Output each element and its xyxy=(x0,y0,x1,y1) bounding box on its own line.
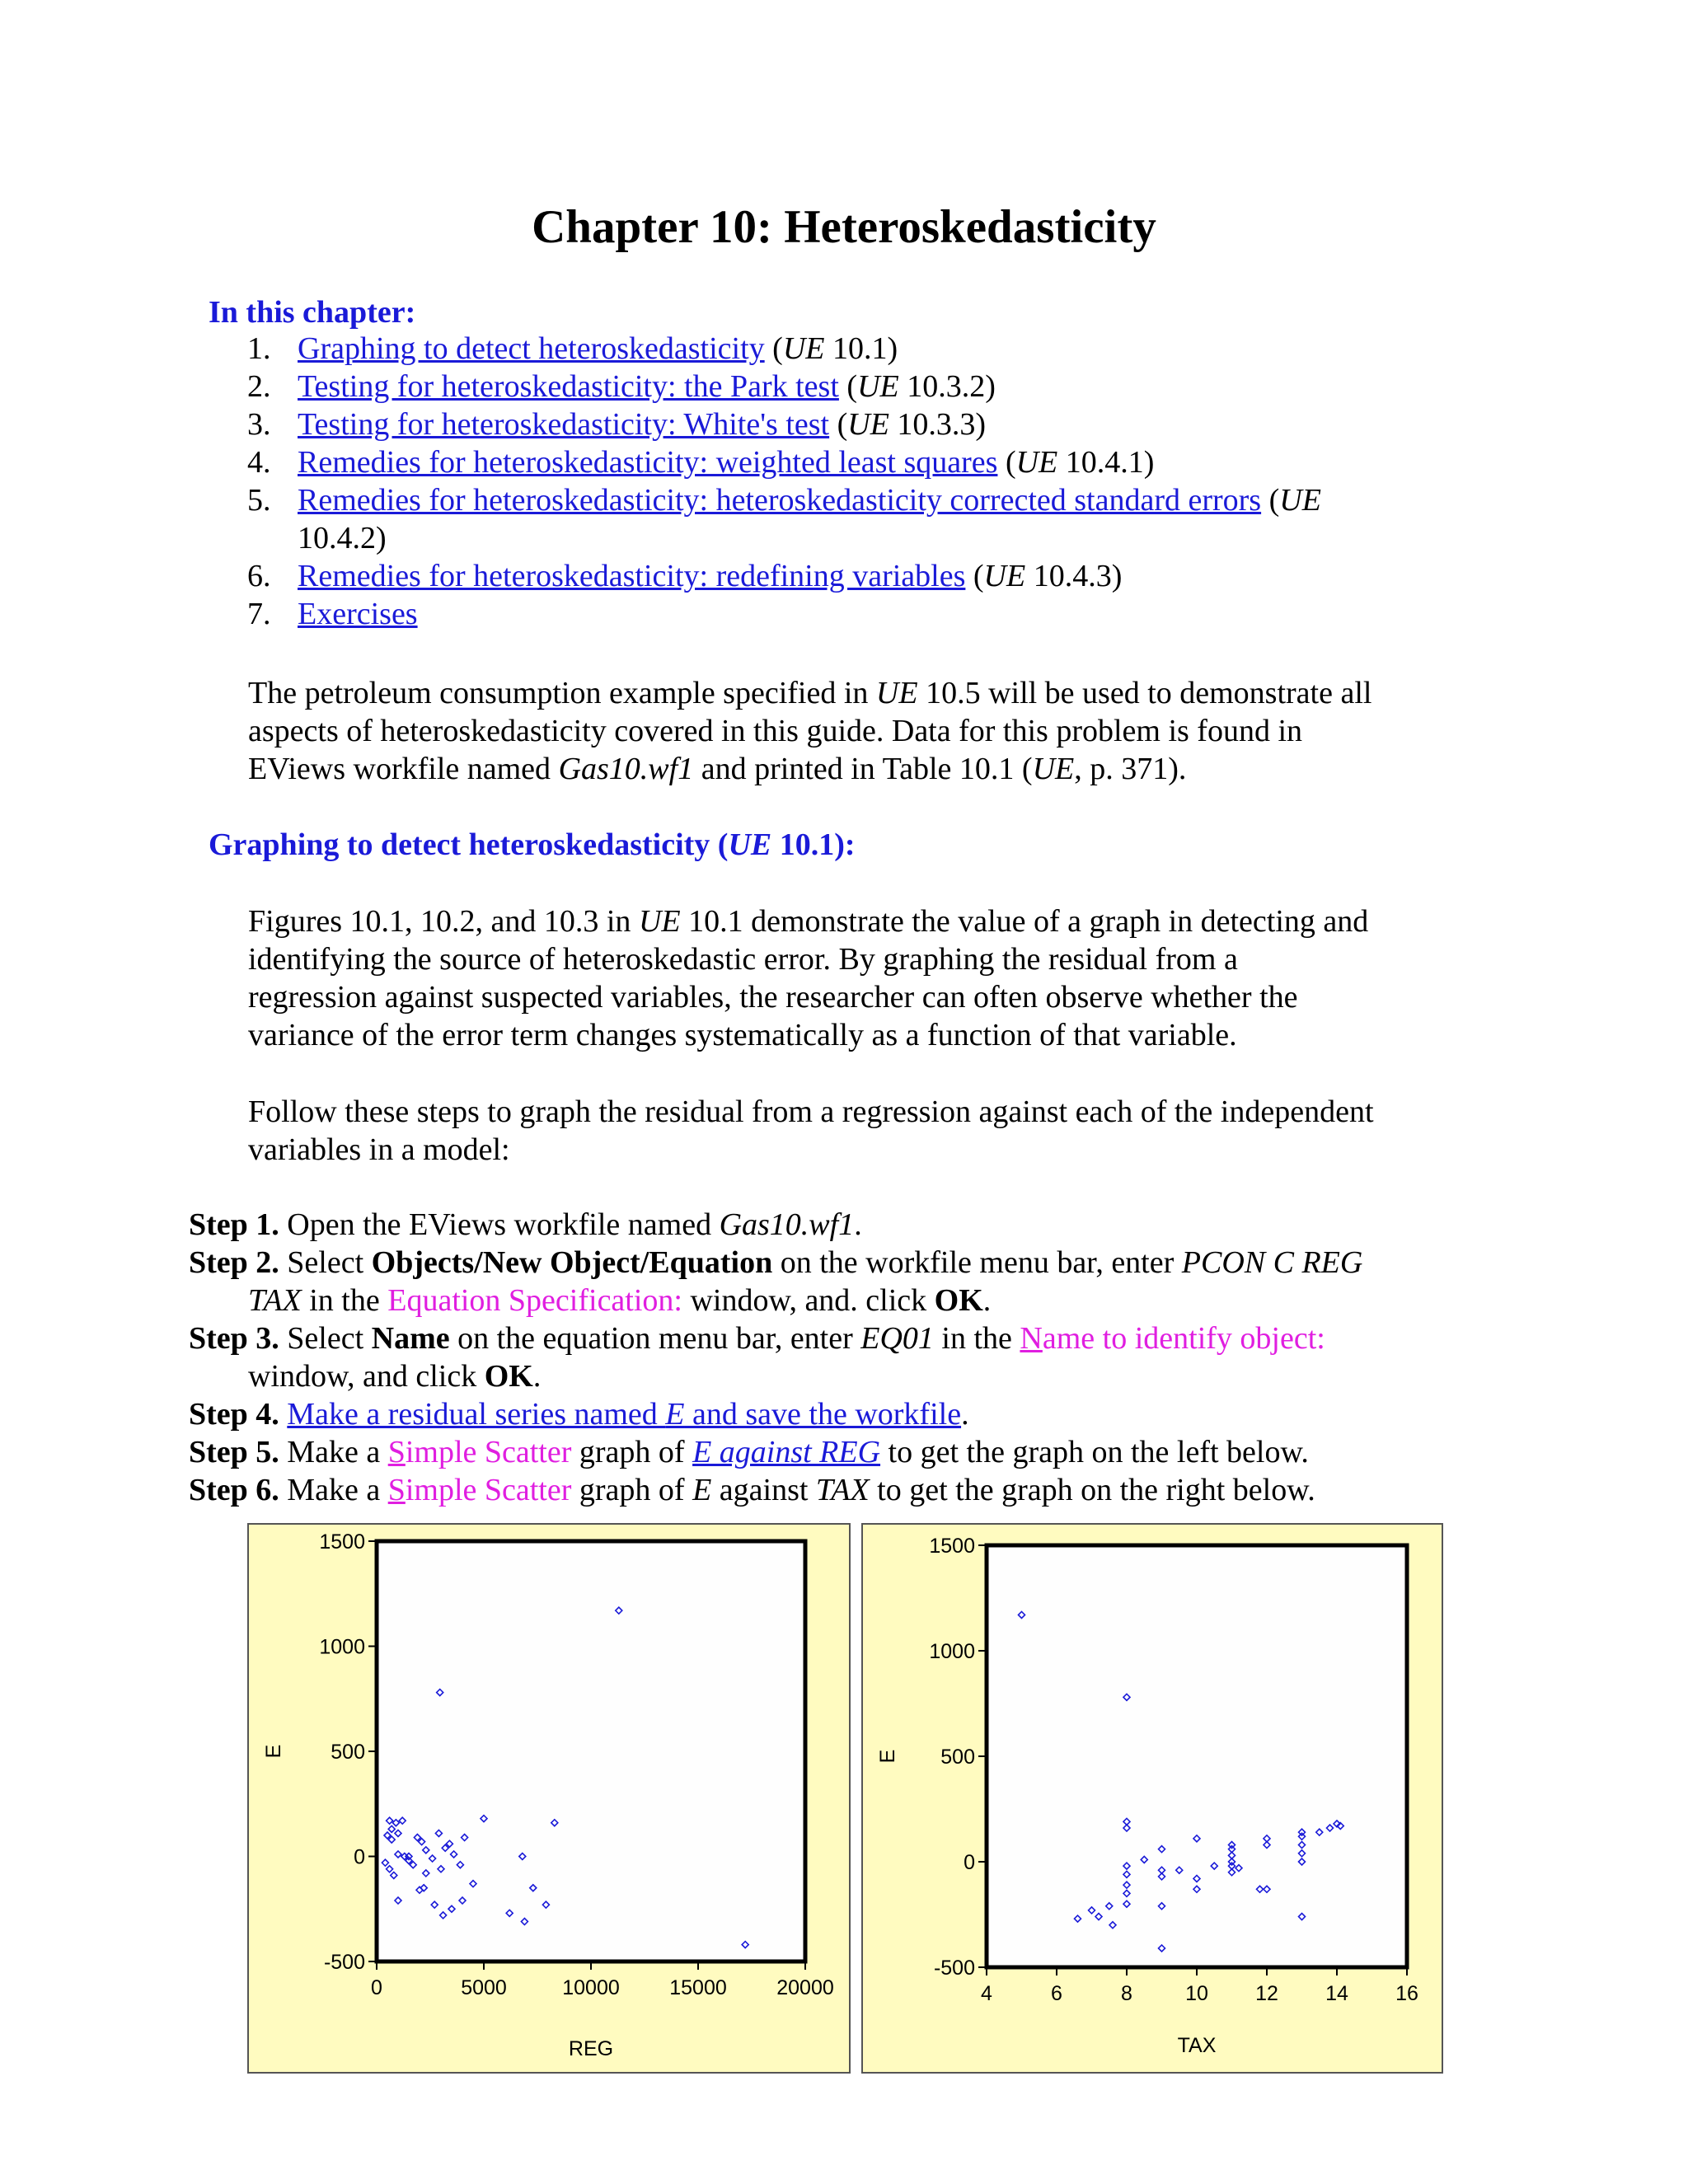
text: 10.5 will be used to demonstrate all xyxy=(917,676,1372,710)
text: . xyxy=(854,1207,862,1242)
text: on the equation menu bar, enter xyxy=(449,1321,861,1356)
equation-spec: TAX xyxy=(248,1283,302,1318)
x-tick-label: 10 xyxy=(1185,1982,1208,2005)
text: to get the graph on the left below. xyxy=(880,1435,1309,1469)
y-tick-label: 0 xyxy=(354,1845,365,1869)
ok-label: OK xyxy=(934,1283,983,1318)
text: E xyxy=(665,1397,685,1432)
toc-text xyxy=(298,368,996,405)
text: window, and click xyxy=(248,1359,485,1394)
step-3 xyxy=(189,1319,1325,1357)
toc-number: 7. xyxy=(247,597,271,631)
text: 10.1 demonstrate the value of a graph in detecting and xyxy=(680,904,1369,939)
step-label: Step 6. xyxy=(189,1473,279,1507)
toc-ref: UE xyxy=(847,407,889,442)
toc-ref: ( xyxy=(997,445,1016,480)
x-tick-label: 8 xyxy=(1121,1982,1132,2005)
ok-label: OK xyxy=(484,1359,533,1394)
scatter-panel-reg xyxy=(247,1523,851,2074)
text: and save the workfile xyxy=(684,1397,962,1432)
text: Select xyxy=(279,1321,372,1356)
step-label: Step 4. xyxy=(189,1397,279,1432)
text: Make a xyxy=(279,1473,388,1507)
menu-accelerator: S xyxy=(387,1435,406,1469)
y-tick-label: 500 xyxy=(940,1746,975,1769)
toc-text xyxy=(298,443,1154,481)
file-name: Gas10.wf1 xyxy=(558,752,694,786)
toc-link[interactable]: Remedies for heteroskedasticity: heteroskedasticity corrected standard errors xyxy=(298,483,1262,518)
step-4 xyxy=(189,1395,969,1433)
text: Follow these steps to graph the residual from a regression against each of the independent xyxy=(248,1094,1374,1129)
object-name: EQ01 xyxy=(860,1321,934,1356)
toc-ref: ( xyxy=(965,559,984,593)
text: on the workfile menu bar, enter xyxy=(772,1245,1182,1280)
x-tick-label: 12 xyxy=(1255,1982,1278,2005)
y-tick-label: -500 xyxy=(323,1951,365,1974)
toc-link[interactable]: Remedies for heteroskedasticity: weighted least squares xyxy=(298,445,998,480)
text: in the xyxy=(301,1283,388,1318)
section-paragraph-1 xyxy=(248,902,1368,1054)
toc-ref: ( xyxy=(838,369,858,404)
menu-option: imple Scatter xyxy=(405,1473,572,1507)
x-tick-label: 14 xyxy=(1325,1982,1348,2005)
text: graph of xyxy=(571,1473,693,1507)
text: TAX xyxy=(815,1473,870,1507)
text: and printed in Table 10.1 ( xyxy=(693,752,1033,786)
e-against-reg-link[interactable]: E against REG xyxy=(692,1435,881,1469)
dialog-name: Equation Specification: xyxy=(387,1283,682,1318)
text: variance of the error term changes systematically as a function of that variable. xyxy=(248,1018,1237,1052)
y-tick-label: 0 xyxy=(964,1851,975,1874)
step-label: Step 3. xyxy=(189,1321,279,1356)
y-tick-label: -500 xyxy=(933,1957,975,1980)
toc-ref: UE xyxy=(1015,445,1058,480)
scatter-panel-tax xyxy=(861,1523,1443,2074)
toc-text xyxy=(298,557,1122,595)
step-5 xyxy=(189,1433,1309,1471)
toc-link[interactable]: Testing for heteroskedasticity: the Park test xyxy=(298,369,839,404)
step-label: Step 1. xyxy=(189,1207,279,1242)
text: to get the graph on the right below. xyxy=(869,1473,1315,1507)
text: Figures 10.1, 10.2, and 10.3 in xyxy=(248,904,639,939)
section-heading xyxy=(209,827,856,863)
text: Make a xyxy=(279,1435,388,1469)
toc-ref: UE xyxy=(1279,483,1321,518)
page-title: Chapter 10: Heteroskedasticity xyxy=(532,201,1156,253)
toc-text xyxy=(298,405,986,443)
text: UE xyxy=(728,827,772,862)
text: The petroleum consumption example specified in xyxy=(248,676,876,710)
text: . xyxy=(982,1283,992,1318)
toc-ref: UE xyxy=(782,331,825,366)
toc-link[interactable]: Graphing to detect heteroskedasticity xyxy=(298,331,765,366)
toc-ref: UE xyxy=(857,369,899,404)
menu-option: imple Scatter xyxy=(405,1435,572,1469)
toc-number: 1. xyxy=(247,331,271,366)
menu-accelerator: S xyxy=(387,1473,406,1507)
toc-link[interactable]: Testing for heteroskedasticity: White's test xyxy=(298,407,830,442)
step-1 xyxy=(189,1206,862,1244)
x-tick-label: 6 xyxy=(1051,1982,1062,2005)
x-axis-label: TAX xyxy=(1177,2034,1217,2057)
text: Graphing to detect heteroskedasticity ( xyxy=(209,827,729,862)
dialog-name-accelerator: N xyxy=(1020,1321,1043,1356)
text: , p. 371). xyxy=(1074,752,1187,786)
text: against xyxy=(711,1473,816,1507)
toc-number: 4. xyxy=(247,445,271,480)
x-axis-label: REG xyxy=(568,2037,614,2060)
y-tick-label: 1000 xyxy=(929,1640,975,1663)
plot-area xyxy=(987,1545,1407,1967)
dialog-name: ame to identify object: xyxy=(1042,1321,1325,1356)
toc-ref: ( xyxy=(1261,483,1280,518)
x-tick-label: 4 xyxy=(981,1982,992,2005)
y-tick-label: 1500 xyxy=(319,1530,365,1554)
text: aspects of heteroskedasticity covered in this guide. Data for this problem is found in xyxy=(248,714,1303,748)
text: UE xyxy=(875,676,918,710)
toc-number: 6. xyxy=(247,559,271,593)
x-tick-label: 5000 xyxy=(461,1976,507,1999)
toc-text xyxy=(298,330,898,368)
toc-number: 5. xyxy=(247,483,271,518)
toc-ref: 10.3.3) xyxy=(889,407,987,442)
toc-ref: ( xyxy=(764,331,783,366)
x-tick-label: 16 xyxy=(1395,1982,1418,2005)
step-2 xyxy=(189,1244,1362,1282)
step-label: Step 5. xyxy=(189,1435,279,1469)
text: Select xyxy=(279,1245,372,1280)
text: . xyxy=(532,1359,542,1394)
text: in the xyxy=(933,1321,1020,1356)
text: E xyxy=(692,1473,712,1507)
toc-text xyxy=(298,481,1321,519)
y-axis-label: E xyxy=(876,1749,899,1764)
text: variables in a model: xyxy=(248,1132,510,1167)
y-axis-label: E xyxy=(262,1744,285,1759)
x-tick-label: 15000 xyxy=(669,1976,727,1999)
step-2-continued xyxy=(248,1282,991,1319)
toc-ref: 10.1) xyxy=(824,331,898,366)
scatter-chart-e-vs-tax xyxy=(863,1525,1442,2072)
text: identifying the source of heteroskedastic error. By graphing the residual from a xyxy=(248,942,1238,977)
text: UE xyxy=(638,904,681,939)
toc-text xyxy=(298,595,418,633)
scatter-chart-e-vs-reg xyxy=(249,1525,849,2072)
x-tick-label: 10000 xyxy=(562,1976,620,1999)
toc-ref: 10.3.2) xyxy=(898,369,996,404)
toc-ref: UE xyxy=(983,559,1026,593)
toc-number: 3. xyxy=(247,407,271,442)
y-tick-label: 1500 xyxy=(929,1535,975,1558)
step-6 xyxy=(189,1471,1315,1509)
text: . xyxy=(961,1397,969,1432)
text: graph of xyxy=(571,1435,693,1469)
text: 10.1): xyxy=(771,827,856,862)
equation-spec: PCON C REG xyxy=(1181,1245,1363,1280)
x-tick-label: 0 xyxy=(371,1976,382,1999)
toc-link[interactable]: Exercises xyxy=(298,597,418,631)
text: EViews workfile named xyxy=(248,752,559,786)
step-3-continued xyxy=(248,1357,541,1395)
toc-ref: ( xyxy=(829,407,848,442)
toc-heading: In this chapter: xyxy=(209,295,416,330)
file-name: Gas10.wf1 xyxy=(719,1207,855,1242)
text: window, and. click xyxy=(682,1283,935,1318)
toc-ref: 10.4.3) xyxy=(1025,559,1123,593)
menu-item: Name xyxy=(371,1321,450,1356)
text: UE xyxy=(1032,752,1075,786)
x-tick-label: 20000 xyxy=(776,1976,834,1999)
menu-path: Objects/New Object/Equation xyxy=(371,1245,773,1280)
residual-series-link[interactable] xyxy=(287,1397,961,1432)
y-tick-label: 500 xyxy=(331,1741,365,1764)
section-paragraph-2 xyxy=(248,1093,1374,1169)
toc-item-continued: 10.4.2) xyxy=(298,521,387,555)
intro-paragraph xyxy=(248,674,1372,788)
toc-ref: 10.4.1) xyxy=(1057,445,1155,480)
text: regression against suspected variables, the researcher can often observe whether the xyxy=(248,980,1298,1015)
text: Make a residual series named xyxy=(287,1397,666,1432)
step-label: Step 2. xyxy=(189,1245,279,1280)
text: Open the EViews workfile named xyxy=(279,1207,720,1242)
y-tick-label: 1000 xyxy=(319,1635,365,1659)
plot-area xyxy=(377,1541,805,1961)
toc-number: 2. xyxy=(247,369,271,404)
toc-link[interactable]: Remedies for heteroskedasticity: redefining variables xyxy=(298,559,966,593)
